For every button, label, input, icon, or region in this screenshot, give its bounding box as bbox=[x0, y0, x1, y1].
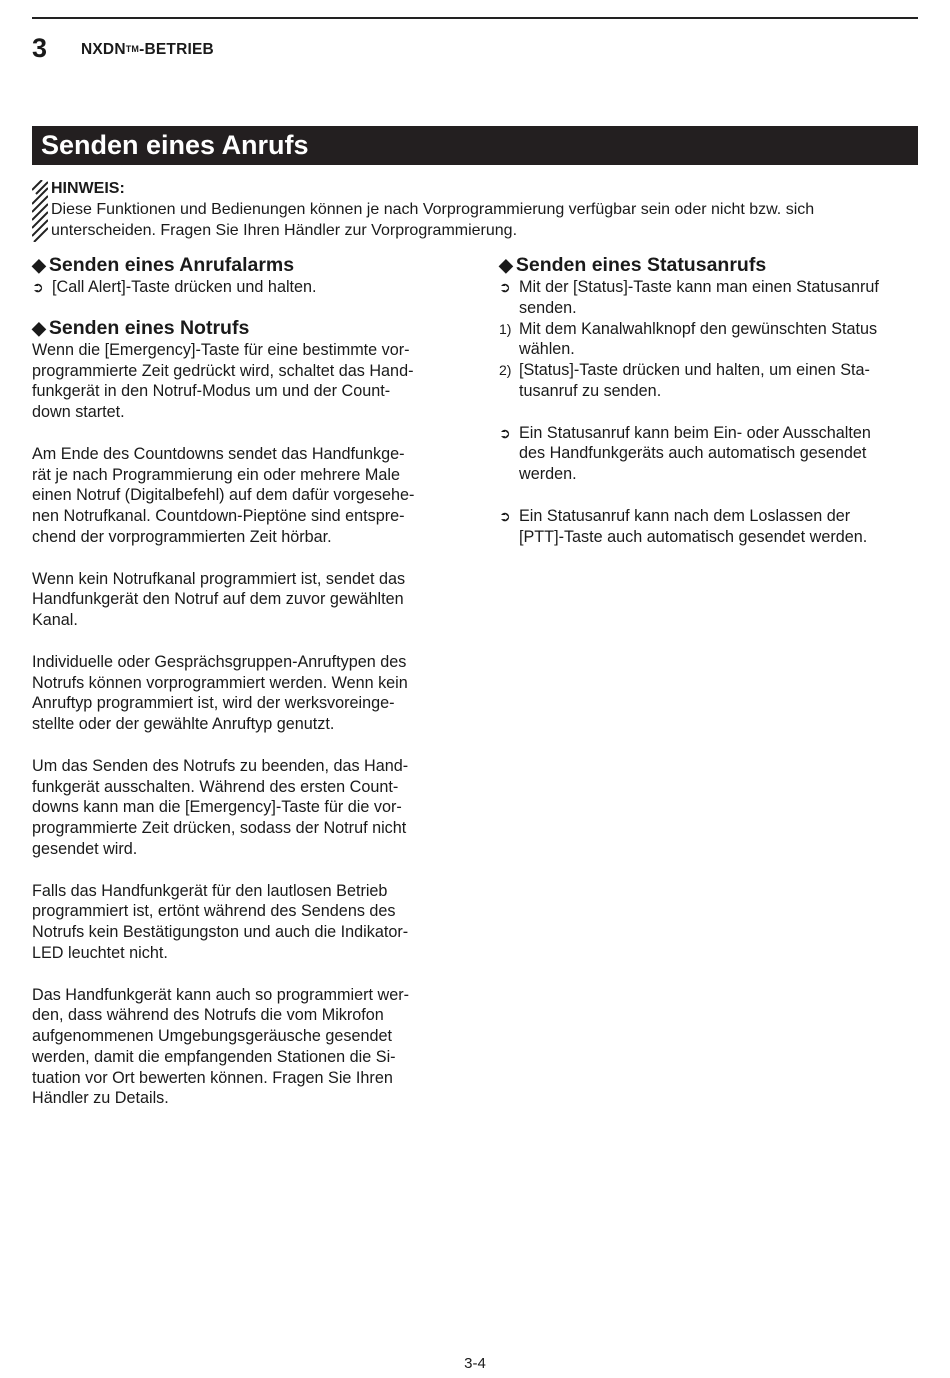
emergency-paragraph bbox=[32, 652, 452, 735]
step-1 bbox=[499, 319, 919, 361]
paragraph-line: Wenn kein Notrufkanal programmiert ist, sendet das bbox=[32, 569, 406, 588]
paragraph-line: down startet. bbox=[32, 403, 125, 422]
step-2 bbox=[499, 360, 919, 402]
arrow-bullet-icon: ➲ bbox=[499, 279, 511, 295]
paragraph-line: rät je nach Programmierung ein oder mehrere Male bbox=[32, 465, 400, 484]
step-number: 1) bbox=[499, 320, 512, 337]
paragraph-line: stellte oder der gewählte Anruftyp genutzt. bbox=[32, 715, 335, 734]
status-call-heading-text: Senden eines Statusanrufs bbox=[515, 254, 767, 276]
paragraph-line: Handfunkgerät den Notruf auf dem zuvor gewählten bbox=[32, 590, 404, 609]
emergency-heading bbox=[32, 316, 452, 340]
note-box bbox=[32, 178, 918, 241]
paragraph-line: gesendet wird. bbox=[32, 839, 138, 858]
paragraph-line: Falls das Handfunkgerät für den lautlosen Betrieb bbox=[32, 881, 388, 900]
chapter-number: 3 bbox=[32, 33, 48, 63]
step-line: Mit dem Kanalwahlknopf den gewünschten Status bbox=[519, 319, 878, 338]
paragraph-line: funkgerät ausschalten. Während des ersten Count- bbox=[32, 777, 399, 796]
diamond-icon: ◆ bbox=[32, 317, 46, 338]
step-number: 2) bbox=[499, 362, 512, 379]
emergency-paragraph bbox=[32, 569, 452, 631]
chapter-title bbox=[81, 40, 214, 60]
paragraph-line: tuation vor Ort bewerten können. Fragen Sie Ihren bbox=[32, 1068, 393, 1087]
status-intro-bullet bbox=[499, 277, 919, 319]
paragraph-line: nen Notrufkanal. Countdown-Pieptöne sind entspre- bbox=[32, 507, 405, 526]
arrow-bullet-icon: ➲ bbox=[499, 507, 511, 524]
bullet-line: des Handfunkgeräts auch automatisch gesendet bbox=[519, 444, 867, 463]
arrow-bullet-icon: ➲ bbox=[499, 424, 511, 441]
right-column bbox=[499, 253, 919, 547]
bullet-line: werden. bbox=[519, 465, 577, 484]
bullet-line: Ein Statusanruf kann beim Ein- oder Ausschalten bbox=[519, 423, 871, 442]
emergency-paragraph bbox=[32, 444, 452, 548]
diamond-icon: ◆ bbox=[32, 255, 46, 275]
paragraph-line: Wenn die [Emergency]-Taste für eine bestimmte vor- bbox=[32, 340, 410, 359]
paragraph-line: programmierte Zeit gedrückt wird, schaltet das Hand- bbox=[32, 361, 414, 380]
bullet-line: [PTT]-Taste auch automatisch gesendet werden. bbox=[519, 527, 868, 546]
paragraph-line: Individuelle oder Gesprächsgruppen-Anruftypen des bbox=[32, 652, 407, 671]
paragraph-line: LED leuchtet nicht. bbox=[32, 943, 168, 962]
paragraph-line: funkgerät in den Notruf-Modus um und der Count- bbox=[32, 382, 391, 401]
bullet-line: Mit der [Status]-Taste kann man einen Statusanruf bbox=[519, 278, 879, 296]
top-rule bbox=[32, 17, 918, 19]
paragraph-line: aufgenommenen Umgebungsgeräusche gesendet bbox=[32, 1027, 392, 1046]
paragraph-line: werden, damit die empfangenden Stationen die Si- bbox=[32, 1047, 396, 1066]
step-line: [Status]-Taste drücken und halten, um einen Sta- bbox=[519, 361, 870, 380]
note-line: unterscheiden. Fragen Sie Ihren Händler zur Vorprogrammierung. bbox=[51, 222, 518, 239]
bullet-line: Ein Statusanruf kann nach dem Loslassen der bbox=[519, 506, 851, 525]
diamond-icon: ◆ bbox=[499, 255, 513, 275]
paragraph-line: Händler zu Details. bbox=[32, 1089, 169, 1108]
emergency-paragraph bbox=[32, 756, 452, 860]
paragraph-line: Notrufs kein Bestätigungston und auch die Indikator- bbox=[32, 923, 409, 942]
emergency-body bbox=[32, 340, 452, 1109]
note-line: Diese Funktionen und Bedienungen können je nach Vorprogrammierung verfügbar sein oder nicht bzw. sich bbox=[51, 201, 815, 218]
step-line: wählen. bbox=[519, 340, 575, 359]
emergency-paragraph bbox=[32, 985, 452, 1110]
section-title: Senden eines Anrufs bbox=[32, 126, 918, 165]
paragraph-line: downs kann man die [Emergency]-Taste für die vor- bbox=[32, 798, 402, 817]
status-bullet-auto-power bbox=[499, 423, 919, 485]
bullet-line: senden. bbox=[519, 298, 577, 317]
page-number: 3-4 bbox=[464, 1355, 486, 1372]
paragraph-line: Notrufs können vorprogrammiert werden. Wenn kein bbox=[32, 673, 408, 692]
status-bullet-auto-ptt bbox=[499, 506, 919, 548]
arrow-bullet-icon: ➲ bbox=[32, 279, 44, 295]
step-line: tusanruf zu senden. bbox=[519, 381, 662, 400]
paragraph-line: Kanal. bbox=[32, 611, 78, 630]
trademark-mark: TM bbox=[125, 44, 140, 54]
call-alert-heading bbox=[32, 253, 452, 277]
emergency-paragraph bbox=[32, 340, 452, 423]
paragraph-line: Das Handfunkgerät kann auch so programmiert wer- bbox=[32, 985, 409, 1004]
paragraph-line: chend der vorprogrammierten Zeit hörbar. bbox=[32, 527, 332, 546]
paragraph-line: Um das Senden des Notrufs zu beenden, das Hand- bbox=[32, 756, 409, 775]
paragraph-line: Am Ende des Countdowns sendet das Handfunkge- bbox=[32, 444, 405, 463]
emergency-heading-text: Senden eines Notrufs bbox=[48, 316, 250, 339]
call-alert-heading-text: Senden eines Anrufalarms bbox=[48, 254, 295, 276]
left-column bbox=[32, 253, 452, 1109]
bullet-text: [Call Alert]-Taste drücken und halten. bbox=[52, 278, 317, 296]
status-call-heading bbox=[499, 253, 919, 277]
hatched-note-icon bbox=[32, 180, 48, 242]
paragraph-line: Anruftyp programmiert ist, wird der werksvoreinge- bbox=[32, 694, 395, 713]
chapter-title-prefix: NXDN bbox=[81, 41, 126, 58]
note-label: HINWEIS: bbox=[51, 180, 125, 197]
paragraph-line: den, dass während des Notrufs die vom Mikrofon bbox=[32, 1006, 384, 1025]
paragraph-line: programmiert ist, ertönt während des Sendens des bbox=[32, 902, 396, 921]
call-alert-bullet bbox=[32, 277, 452, 298]
paragraph-line: einen Notruf (Digitalbefehl) auf dem dafür vorgesehe- bbox=[32, 486, 415, 505]
paragraph-line: programmierte Zeit drücken, sodass der Notruf nicht bbox=[32, 819, 407, 838]
chapter-title-suffix: -BETRIEB bbox=[139, 41, 214, 58]
emergency-paragraph bbox=[32, 881, 452, 964]
